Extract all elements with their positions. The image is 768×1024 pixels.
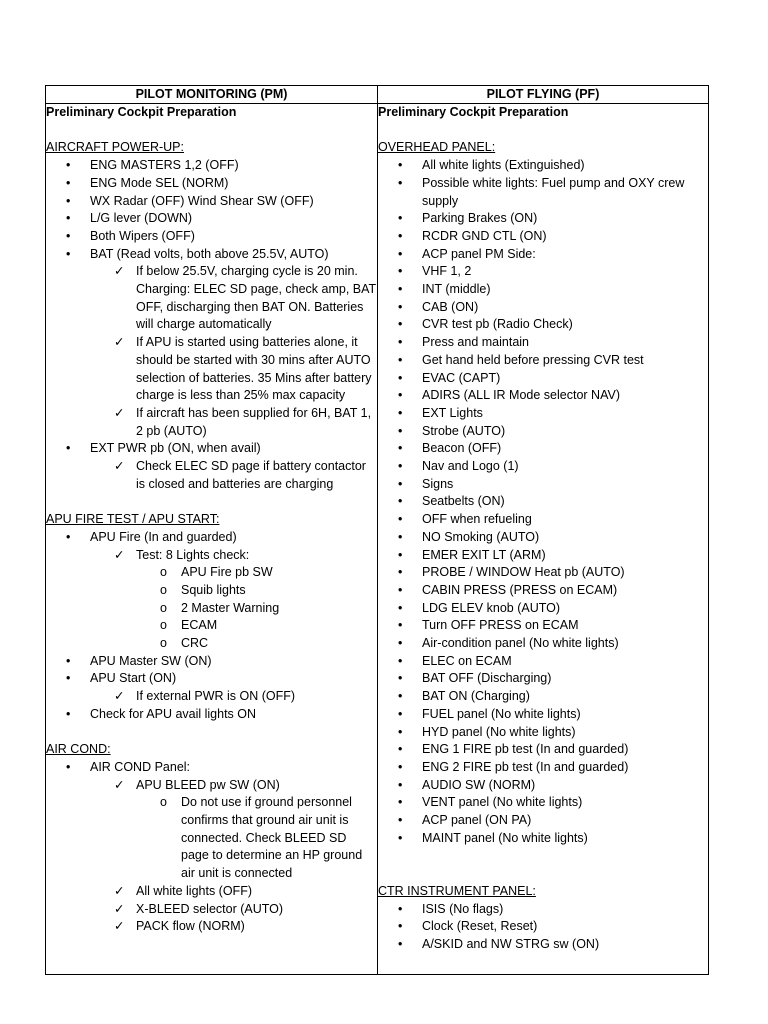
- checklist-item-text: CRC: [181, 636, 209, 651]
- checkmark-icon: ✓: [114, 777, 125, 792]
- checklist-item: [378, 670, 708, 688]
- column-pilot-flying: [378, 104, 709, 975]
- bullet-icon: •: [398, 175, 403, 190]
- checklist-item-text: BAT (Read volts, both above 25.5V, AUTO): [90, 246, 329, 261]
- checklist-item-text: A/SKID and NW STRG sw (ON): [422, 937, 600, 951]
- checklist-item-text: WX Radar (OFF) Wind Shear SW (OFF): [90, 193, 314, 208]
- checklist-item: [378, 281, 708, 299]
- checklist-item-text: ADIRS (ALL IR Mode selector NAV): [422, 388, 620, 403]
- checklist-item-text: ISIS (No flags): [422, 901, 504, 916]
- checklist-item-text: Parking Brakes (ON): [422, 211, 538, 226]
- bullet-icon: •: [398, 317, 403, 332]
- checklist-item-text: AUDIO SW (NORM): [422, 777, 536, 792]
- checklist-item-text: VENT panel (No white lights): [422, 795, 583, 810]
- bullet-icon: •: [398, 264, 403, 279]
- checklist-item: [46, 263, 377, 334]
- checklist-item-text: If aircraft has been supplied for 6H, BAT 1, 2 pb (AUTO): [136, 405, 372, 438]
- bullet-icon: •: [398, 335, 403, 350]
- checklist-item: [46, 175, 377, 193]
- section-heading: AIRCRAFT POWER-UP:: [46, 140, 184, 155]
- bullet-icon: •: [398, 352, 403, 367]
- checkmark-icon: ✓: [114, 901, 125, 916]
- checkmark-icon: ✓: [114, 264, 125, 279]
- checklist-item: [378, 511, 708, 529]
- checkmark-icon: ✓: [114, 459, 125, 474]
- checklist-item-text: Squib lights: [181, 582, 246, 597]
- checklist-item: [46, 794, 377, 883]
- checklist-item-text: CAB (ON): [422, 299, 479, 314]
- checklist-item: [378, 706, 708, 724]
- checklist-item: [378, 423, 708, 441]
- bullet-icon: •: [398, 459, 403, 474]
- checklist-page: [45, 85, 709, 975]
- checklist-item-text: If APU is started using batteries alone, it should be started with 30 mins after AUTO selection of batteries. 35 Mins after battery charge is less than 25% max capacity: [136, 335, 372, 403]
- checklist-item-text: AIR COND Panel:: [90, 759, 191, 774]
- checklist-item: [378, 334, 708, 352]
- checklist-item: [378, 918, 708, 936]
- checklist-item: [378, 547, 708, 565]
- checklist-item: [46, 635, 377, 653]
- checklist-item-text: Clock (Reset, Reset): [422, 919, 538, 934]
- checklist-item-text: ENG MASTERS 1,2 (OFF): [90, 158, 239, 173]
- bullet-icon: •: [398, 512, 403, 527]
- bullet-icon: •: [398, 689, 403, 704]
- checklist-item: [378, 246, 708, 264]
- checkmark-icon: ✓: [114, 547, 125, 562]
- checklist-item: [378, 653, 708, 671]
- checklist-item: [378, 794, 708, 812]
- checkmark-icon: ✓: [114, 919, 125, 934]
- circle-bullet-icon: o: [160, 565, 167, 580]
- checkmark-icon: ✓: [114, 689, 125, 704]
- checklist-item: [46, 653, 377, 671]
- checklist-item-text: INT (middle): [422, 282, 491, 297]
- checklist-item-text: MAINT panel (No white lights): [422, 830, 588, 845]
- checklist-item: [46, 246, 377, 264]
- checklist-item: [378, 228, 708, 246]
- checklist-item-text: EMER EXIT LT (ARM): [422, 547, 546, 562]
- checklist-item: [46, 440, 377, 458]
- checklist-item-text: Nav and Logo (1): [422, 459, 519, 474]
- checklist-item-text: Air-condition panel (No white lights): [422, 636, 619, 651]
- checklist-item-text: Strobe (AUTO): [422, 423, 506, 438]
- checklist-item-text: ECAM: [181, 618, 218, 633]
- checklist-item-text: RCDR GND CTL (ON): [422, 228, 547, 243]
- section-heading: OVERHEAD PANEL:: [378, 140, 496, 155]
- checklist-item: [46, 193, 377, 211]
- checklist-item-text: PACK flow (NORM): [136, 919, 245, 934]
- checklist-item: [46, 688, 377, 706]
- checklist-item-text: 2 Master Warning: [181, 600, 280, 615]
- checklist-item: [378, 936, 708, 954]
- checklist-item-text: APU Fire (In and guarded): [90, 529, 237, 544]
- checklist-item-text: APU Master SW (ON): [90, 653, 212, 668]
- bullet-icon: •: [398, 600, 403, 615]
- checklist-item-text: Beacon (OFF): [422, 441, 502, 456]
- bullet-icon: •: [398, 937, 403, 951]
- checklist-item: [46, 582, 377, 600]
- checklist-item: [378, 405, 708, 423]
- checklist-item: [46, 901, 377, 919]
- checklist-item: [378, 724, 708, 742]
- checklist-item-text: Both Wipers (OFF): [90, 228, 195, 243]
- checklist-item-text: CABIN PRESS (PRESS on ECAM): [422, 582, 618, 597]
- bullet-icon: •: [66, 706, 71, 721]
- header-pilot-monitoring: PILOT MONITORING (PM): [46, 86, 378, 104]
- bullet-icon: •: [398, 211, 403, 226]
- checklist-item: [46, 228, 377, 246]
- bullet-icon: •: [398, 494, 403, 509]
- section-list: [378, 139, 708, 953]
- column-title: Preliminary Cockpit Preparation: [46, 105, 237, 119]
- checklist-item: [378, 263, 708, 281]
- checklist-item: [378, 493, 708, 511]
- checklist-item: [46, 405, 377, 440]
- bullet-icon: •: [66, 175, 71, 190]
- checklist-item-text: X-BLEED selector (AUTO): [136, 901, 284, 916]
- bullet-icon: •: [66, 529, 71, 544]
- bullet-icon: •: [398, 671, 403, 686]
- checklist-item-text: Do not use if ground personnel confirms that ground air unit is connected. Check BLEED SD page to determine an HP ground air unit is connected: [181, 795, 363, 881]
- bullet-icon: •: [398, 813, 403, 828]
- checklist-item: [46, 617, 377, 635]
- checklist-item: [378, 440, 708, 458]
- checklist-item: [378, 387, 708, 405]
- checklist-item-text: PROBE / WINDOW Heat pb (AUTO): [422, 565, 625, 580]
- bullet-icon: •: [66, 193, 71, 208]
- checklist-item-text: LDG ELEV knob (AUTO): [422, 600, 561, 615]
- bullet-icon: •: [398, 370, 403, 385]
- checklist-item: [46, 600, 377, 618]
- checklist-item-text: APU Fire pb SW: [181, 565, 273, 580]
- bullet-icon: •: [398, 760, 403, 774]
- circle-bullet-icon: o: [160, 600, 167, 615]
- checklist-item: [46, 210, 377, 228]
- bullet-icon: •: [398, 299, 403, 314]
- circle-bullet-icon: o: [160, 582, 167, 597]
- bullet-icon: •: [398, 547, 403, 562]
- bullet-icon: •: [66, 211, 71, 226]
- checklist-item-text: ENG Mode SEL (NORM): [90, 175, 229, 190]
- bullet-icon: •: [398, 282, 403, 297]
- checklist-item-text: EXT PWR pb (ON, when avail): [90, 441, 261, 456]
- checklist-item-text: Turn OFF PRESS on ECAM: [422, 618, 579, 633]
- bullet-icon: •: [398, 476, 403, 491]
- checklist-item-text: BAT OFF (Discharging): [422, 671, 552, 686]
- checklist-item-text: ENG 2 FIRE pb test (In and guarded): [422, 760, 629, 774]
- checklist-item: [46, 777, 377, 795]
- checklist-item-text: Check for APU avail lights ON: [90, 706, 257, 721]
- bullet-icon: •: [398, 228, 403, 243]
- checklist-item: [378, 617, 708, 635]
- bullet-icon: •: [66, 246, 71, 261]
- checklist-item: [378, 901, 708, 919]
- checklist-item: [46, 918, 377, 936]
- bullet-icon: •: [66, 228, 71, 243]
- bullet-icon: •: [66, 441, 71, 456]
- bullet-icon: •: [398, 565, 403, 580]
- checklist-item: [378, 741, 708, 759]
- checklist-item-text: ELEC on ECAM: [422, 653, 512, 668]
- bullet-icon: •: [398, 423, 403, 438]
- checkmark-icon: ✓: [114, 335, 125, 350]
- checklist-item: [46, 529, 377, 547]
- checklist-table: [45, 85, 709, 975]
- checklist-item-text: Check ELEC SD page if battery contactor is closed and batteries are charging: [136, 459, 366, 491]
- bullet-icon: •: [398, 246, 403, 261]
- header-row: [46, 86, 709, 104]
- checklist-item: [46, 157, 377, 175]
- checklist-item-text: VHF 1, 2: [422, 264, 472, 279]
- checklist-item: [378, 370, 708, 388]
- section-list: [46, 139, 377, 936]
- checklist-item-text: HYD panel (No white lights): [422, 724, 576, 739]
- checklist-item-text: Test: 8 Lights check:: [136, 547, 250, 562]
- checklist-item-text: NO Smoking (AUTO): [422, 529, 540, 544]
- bullet-icon: •: [66, 759, 71, 774]
- checklist-item-text: EXT Lights: [422, 405, 483, 420]
- checklist-item: [378, 759, 708, 777]
- column-pilot-monitoring: [46, 104, 378, 975]
- checklist-item: [378, 688, 708, 706]
- checklist-item: [46, 706, 377, 724]
- bullet-icon: •: [398, 724, 403, 739]
- circle-bullet-icon: o: [160, 795, 167, 810]
- checklist-item-text: Possible white lights: Fuel pump and OXY crew supply: [422, 175, 685, 208]
- bullet-icon: •: [398, 919, 403, 934]
- bullet-icon: •: [66, 671, 71, 686]
- checklist-item: [378, 582, 708, 600]
- bullet-icon: •: [398, 742, 403, 757]
- checkmark-icon: ✓: [114, 405, 125, 420]
- checklist-item: [46, 670, 377, 688]
- bullet-icon: •: [398, 158, 403, 173]
- checklist-item: [378, 352, 708, 370]
- checklist-item-text: If below 25.5V, charging cycle is 20 min. Charging: ELEC SD page, check amp, BAT OFF, discharging then BAT ON. Batteries will charge automatically: [136, 264, 376, 332]
- checklist-item: [378, 157, 708, 175]
- content-row: [46, 104, 709, 975]
- checklist-item: [46, 759, 377, 777]
- bullet-icon: •: [398, 618, 403, 633]
- bullet-icon: •: [398, 901, 403, 916]
- checkmark-icon: ✓: [114, 883, 125, 898]
- checklist-item-text: All white lights (OFF): [136, 883, 252, 898]
- checklist-item: [378, 529, 708, 547]
- checklist-item: [46, 883, 377, 901]
- checklist-item: [378, 635, 708, 653]
- checklist-item-text: Press and maintain: [422, 335, 530, 350]
- bullet-icon: •: [398, 795, 403, 810]
- circle-bullet-icon: o: [160, 618, 167, 633]
- bullet-icon: •: [398, 405, 403, 420]
- checklist-item-text: Signs: [422, 476, 454, 491]
- checklist-item-text: ACP panel PM Side:: [422, 246, 536, 261]
- bullet-icon: •: [398, 529, 403, 544]
- checklist-item: [378, 210, 708, 228]
- checklist-item-text: Seatbelts (ON): [422, 494, 505, 509]
- checklist-item: [378, 564, 708, 582]
- checklist-item-text: ACP panel (ON PA): [422, 813, 532, 828]
- checklist-item: [46, 458, 377, 493]
- section-heading: AIR COND:: [46, 742, 111, 757]
- section-heading: CTR INSTRUMENT PANEL:: [378, 883, 536, 898]
- header-pilot-flying: PILOT FLYING (PF): [378, 86, 709, 104]
- checklist-item: [378, 476, 708, 494]
- checklist-item-text: All white lights (Extinguished): [422, 158, 585, 173]
- checklist-item: [378, 299, 708, 317]
- checklist-item-text: L/G lever (DOWN): [90, 211, 193, 226]
- checklist-item: [378, 777, 708, 795]
- checklist-item-text: FUEL panel (No white lights): [422, 706, 581, 721]
- checklist-item-text: OFF when refueling: [422, 512, 532, 527]
- checklist-item: [378, 830, 708, 848]
- bullet-icon: •: [66, 653, 71, 668]
- checklist-item: [46, 564, 377, 582]
- checklist-item: [378, 316, 708, 334]
- checklist-item: [378, 812, 708, 830]
- checklist-item-text: APU Start (ON): [90, 671, 177, 686]
- bullet-icon: •: [398, 830, 403, 845]
- bullet-icon: •: [398, 636, 403, 651]
- bullet-icon: •: [398, 777, 403, 792]
- bullet-icon: •: [398, 706, 403, 721]
- bullet-icon: •: [66, 158, 71, 173]
- checklist-item: [378, 458, 708, 476]
- checklist-item-text: Get hand held before pressing CVR test: [422, 352, 644, 367]
- bullet-icon: •: [398, 388, 403, 403]
- section-heading: APU FIRE TEST / APU START:: [46, 512, 220, 527]
- checklist-item-text: ENG 1 FIRE pb test (In and guarded): [422, 742, 629, 757]
- checklist-item: [378, 600, 708, 618]
- checklist-item-text: CVR test pb (Radio Check): [422, 317, 573, 332]
- bullet-icon: •: [398, 582, 403, 597]
- checklist-item-text: EVAC (CAPT): [422, 370, 501, 385]
- checklist-item-text: BAT ON (Charging): [422, 689, 530, 704]
- section-spacer: [378, 848, 708, 866]
- bullet-icon: •: [398, 441, 403, 456]
- checklist-item-text: APU BLEED pw SW (ON): [136, 777, 280, 792]
- bullet-icon: •: [398, 653, 403, 668]
- column-title: Preliminary Cockpit Preparation: [378, 105, 569, 119]
- checklist-item: [46, 547, 377, 565]
- circle-bullet-icon: o: [160, 636, 167, 651]
- checklist-item: [46, 334, 377, 405]
- checklist-item-text: If external PWR is ON (OFF): [136, 689, 296, 704]
- checklist-item: [378, 175, 708, 210]
